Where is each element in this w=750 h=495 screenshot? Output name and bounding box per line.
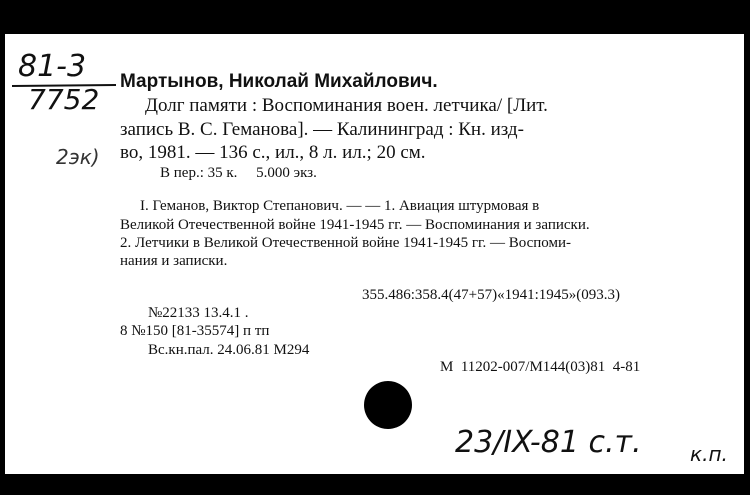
card-border-top — [0, 0, 750, 34]
title-line-2: запись В. С. Геманова]. — Калининград : Кн. изд- — [120, 119, 524, 140]
tracing-line-4: нания и записки. — [120, 253, 228, 269]
registry-line-1: №22133 13.4.1 . — [148, 305, 249, 321]
punch-hole — [364, 381, 412, 429]
shelfmark-top: 81-3 — [18, 49, 87, 84]
card-border-left — [0, 0, 5, 495]
title-line-1: Долг памяти : Воспоминания воен. летчика/ [Лит. — [145, 95, 548, 116]
registry-line-3: Вс.кн.пал. 24.06.81 М294 — [148, 342, 310, 358]
tracing-line-3: 2. Летчики в Великой Отечественной войне 1941-1945 гг. — Воспоми- — [120, 235, 572, 251]
tracing-line-1: I. Геманов, Виктор Степанович. — — 1. Авиация штурмовая в — [140, 198, 540, 214]
series-code: М 11202-007/М144(03)81 4-81 — [440, 359, 641, 375]
handwritten-initials: к.п. — [690, 442, 728, 466]
registry-line-2: 8 №150 [81-35574] п тп — [120, 323, 270, 339]
card-border-right — [744, 0, 750, 495]
classification-index: 355.486:358.4(47+57)«1941:1945»(093.3) — [362, 287, 621, 303]
author-heading: Мартынов, Николай Михайлович. — [120, 71, 438, 92]
handwritten-date: 23/IX-81 с.т. — [455, 425, 642, 460]
title-line-3: во, 1981. — 136 с., ил., 8 л. ил.; 20 см. — [120, 142, 426, 163]
shelfmark-bottom: 7752 — [28, 83, 100, 116]
marginal-note: 2эк) — [56, 145, 100, 169]
price-run-line: В пер.: 35 к. 5.000 экз. — [160, 165, 317, 181]
card-border-bottom — [0, 474, 750, 495]
tracing-line-2: Великой Отечественной войне 1941-1945 гг. — Воспоминания и записки. — [120, 217, 590, 233]
